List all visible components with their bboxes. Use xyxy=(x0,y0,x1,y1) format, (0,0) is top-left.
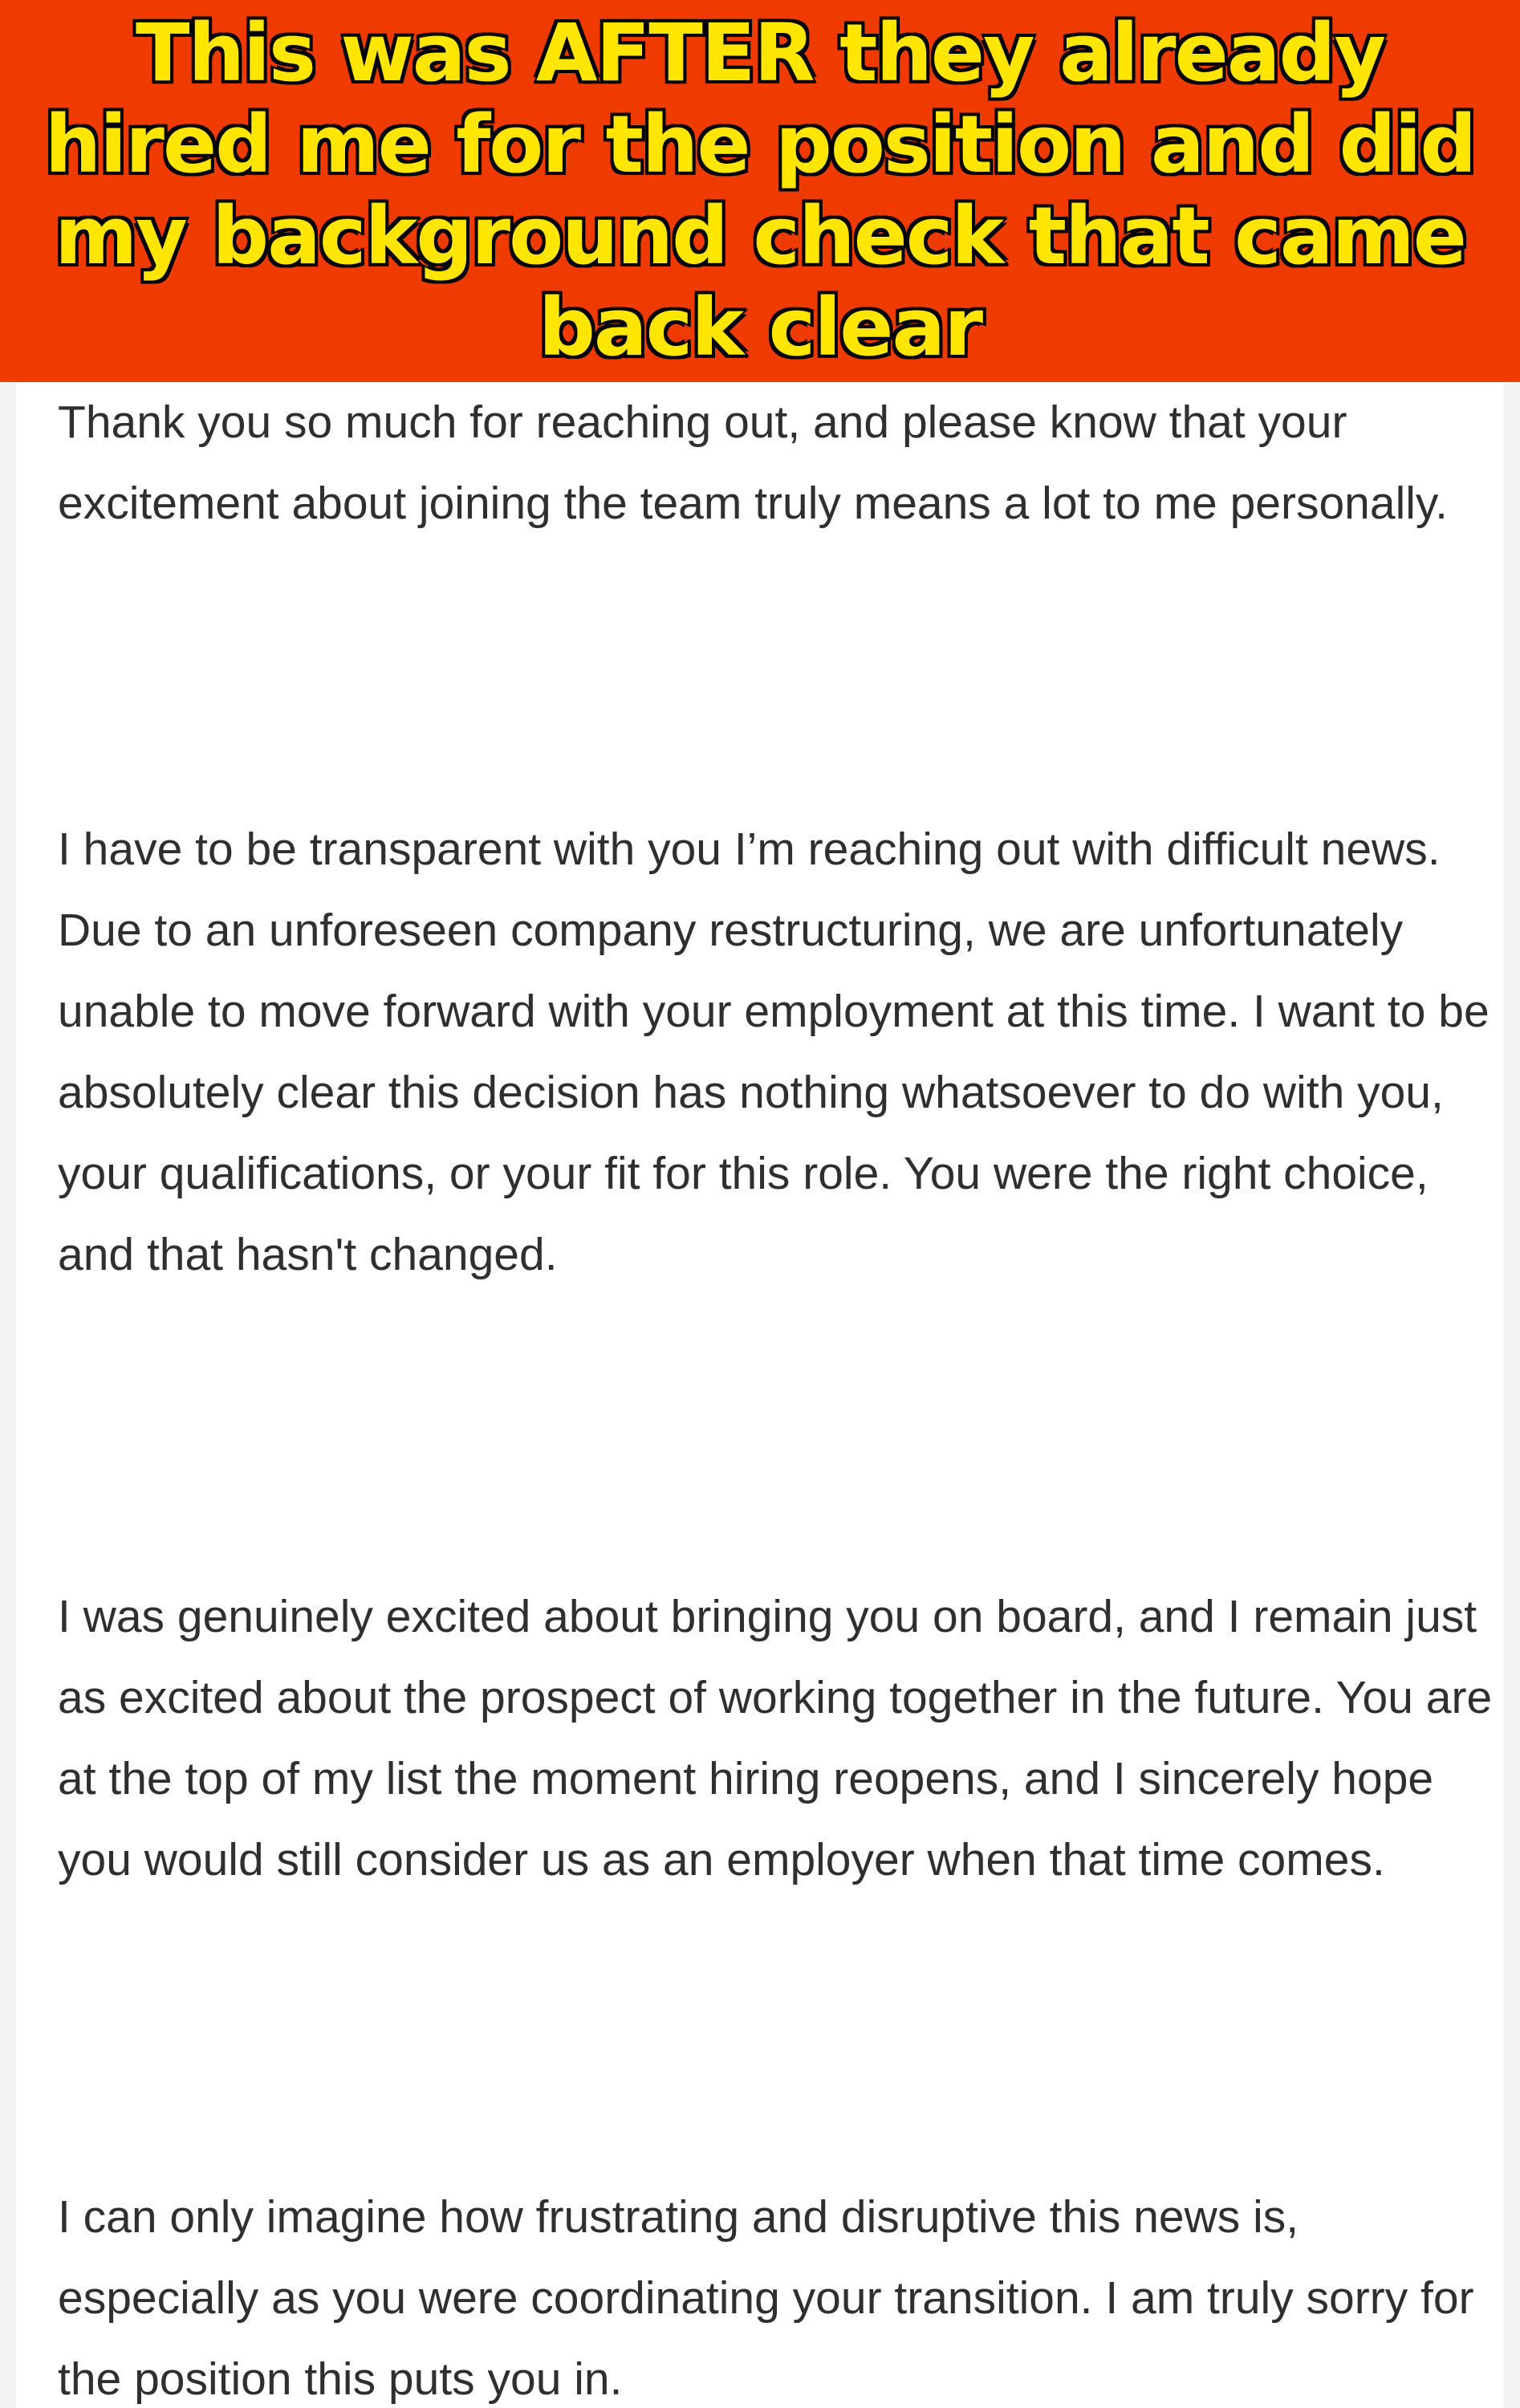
email-message-body xyxy=(16,382,1504,2408)
email-paragraph-thanks: Thank you so much for reaching out, and please know that your excitement about joining the team truly means a lot to me personally. xyxy=(58,397,1449,529)
email-paragraph-future-hiring: I was genuinely excited about bringing you on board, and I remain just as excited about the prospect of working together in the future. You are at the top of my list the moment hiring reopens, and I sincerely hope you would still consider us as an employer when that time comes. xyxy=(58,1591,1493,1885)
caption-banner xyxy=(0,0,1520,382)
email-paragraph-difficult-news: I have to be transparent with you I’m reaching out with difficult news. Due to an unforeseen company restructuring, we are unfortunately unable to move forward with your employment at this time. I want to be absolutely clear this decision has nothing whatsoever to do with you, your qualifications, or your fit for this role. You were the right choice, and that hasn't changed. xyxy=(58,824,1490,1280)
caption-text: This was AFTER they already hired me for the position and did my background check that came back clear xyxy=(44,7,1476,374)
email-paragraph-apology: I can only imagine how frustrating and disruptive this news is, especially as you were coordinating your transition. I am truly sorry for the position this puts you in. xyxy=(58,2191,1474,2405)
